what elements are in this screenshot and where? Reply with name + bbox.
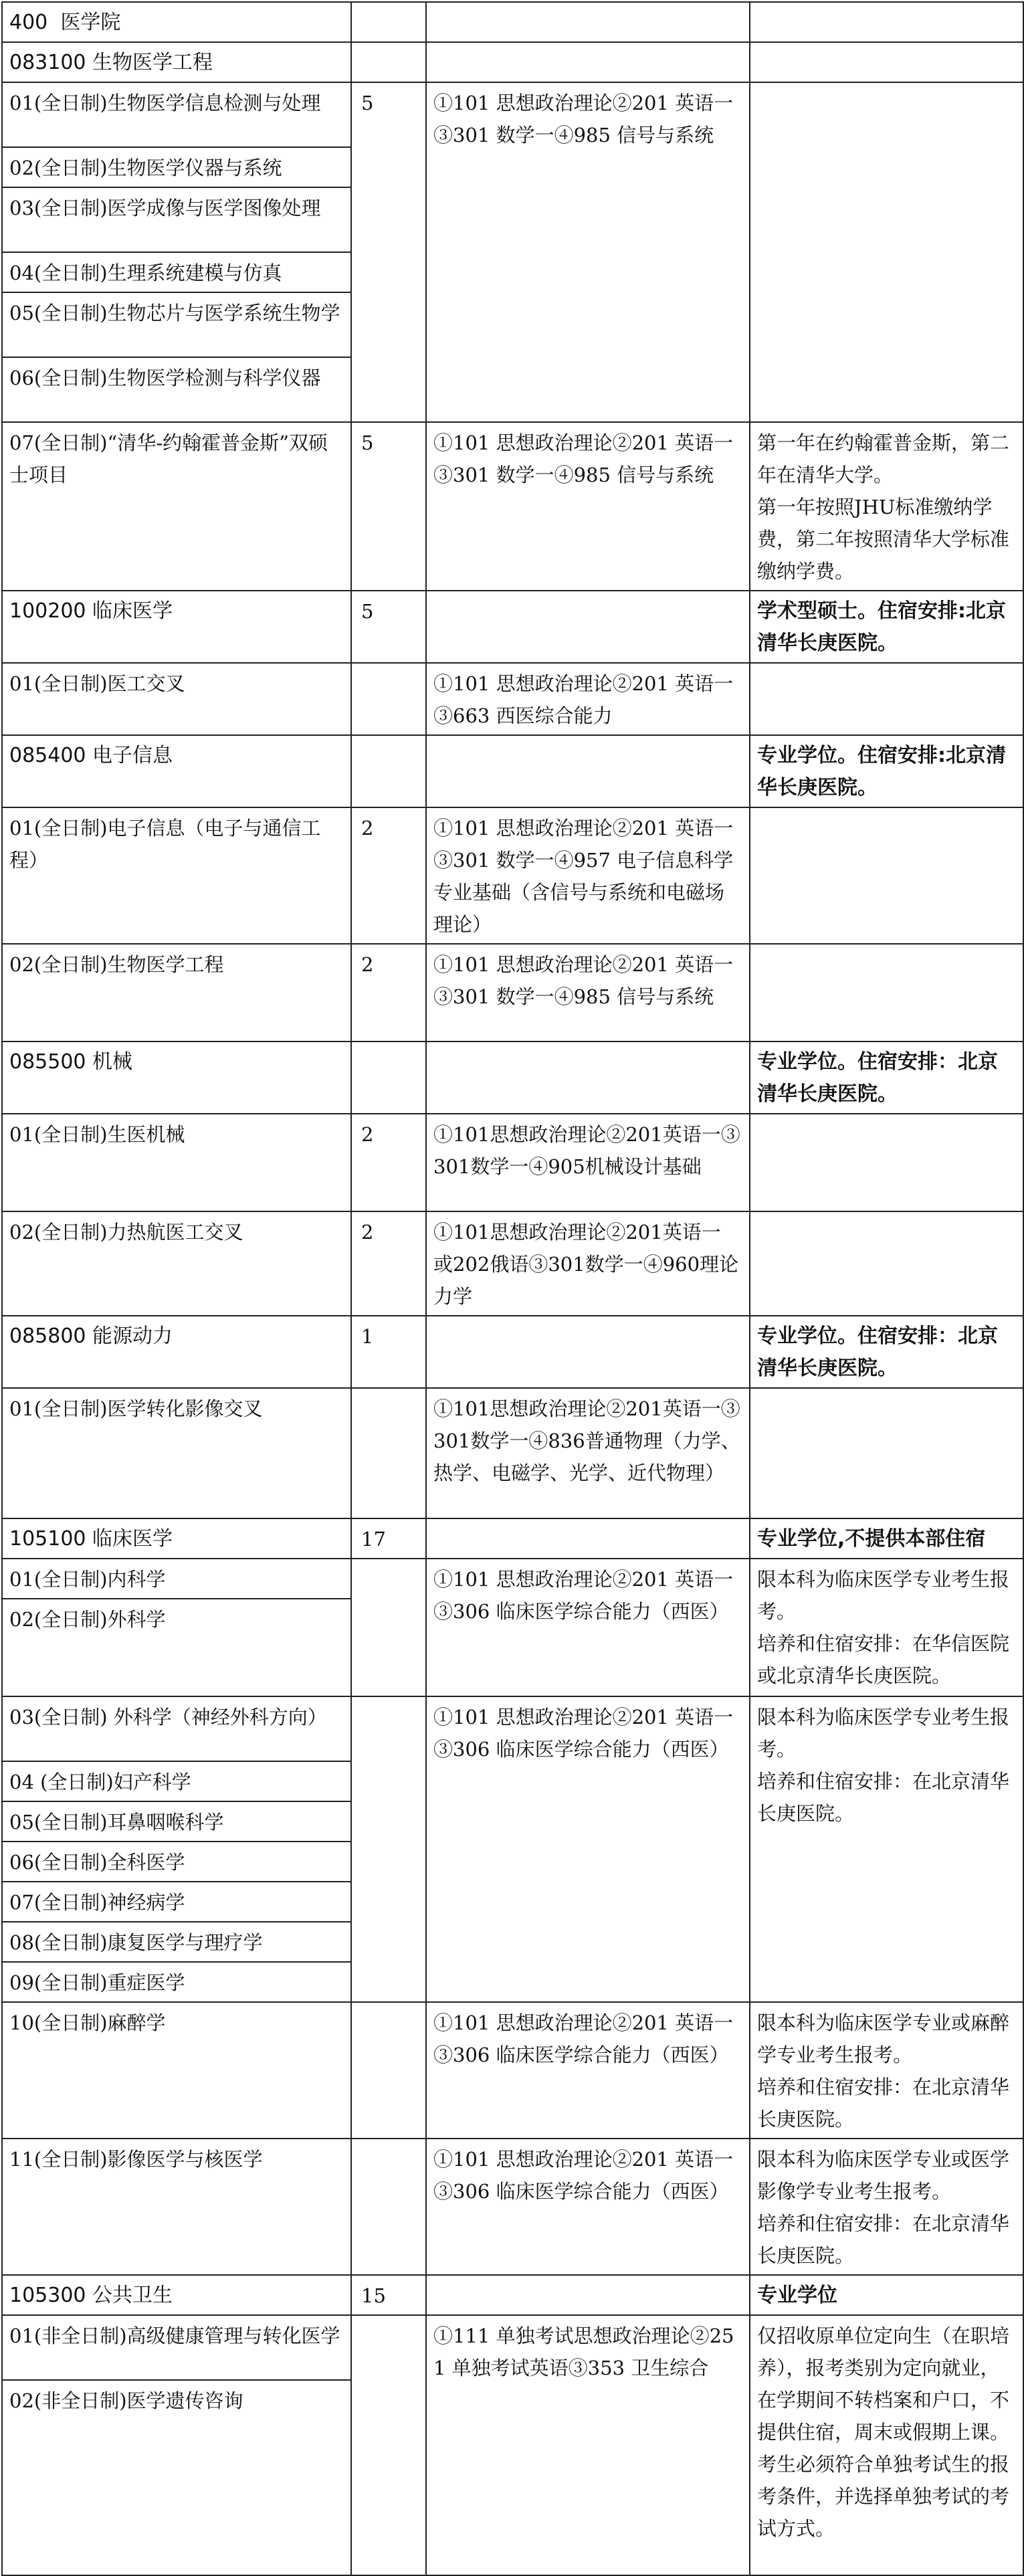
note-cell <box>750 2315 1023 2575</box>
exam-cell <box>426 1316 750 1388</box>
exam-cell: ①101思想政治理论②201英语一 或202俄语③301数学一④960理论力学 <box>426 1211 750 1316</box>
school-name: 医学院 <box>60 11 121 34</box>
quota-cell: 17 <box>351 1518 426 1559</box>
exam-cell <box>426 591 750 663</box>
note-cell <box>750 807 1023 944</box>
quota-cell <box>351 2139 426 2275</box>
note-paragraph: 培养和住宿安排：在北京清华长庚医院。 <box>757 2076 1010 2131</box>
major-row <box>2 42 1023 82</box>
note-paragraph: 考生必须符合单独考试生的报考条件，并选择单独考试的考试方式。 <box>757 2453 1010 2540</box>
note-cell: 学术型硕士。住宿安排:北京清华长庚医院。 <box>750 591 1023 663</box>
note-cell <box>750 82 1023 422</box>
quota-cell <box>351 1696 426 2002</box>
quota-cell <box>351 2315 426 2575</box>
major-title: 085800 能源动力 <box>2 1316 351 1388</box>
direction-cell: 07(全日制)“清华-约翰霍普金斯”双硕士项目 <box>2 422 351 591</box>
direction-cell: 05(全日制)生物芯片与医学系统生物学 <box>2 292 351 357</box>
major-row <box>2 2275 1023 2315</box>
direction-cell: 08(全日制)康复医学与理疗学 <box>2 1922 351 1962</box>
note-cell: 专业学位,不提供本部住宿 <box>750 1518 1023 1559</box>
school-row <box>2 2 1023 42</box>
direction-cell: 01(全日制)电子信息（电子与通信工程） <box>2 807 351 944</box>
quota-cell: 15 <box>351 2275 426 2315</box>
note-cell <box>750 944 1023 1042</box>
admissions-table <box>1 1 1024 2576</box>
note-cell <box>750 1696 1023 2002</box>
exam-cell: ①101 思想政治理论②201 英语一③301 数学一④985 信号与系统 <box>426 422 750 591</box>
note-paragraph: 第一年在约翰霍普金斯，第二年在清华大学。 <box>757 431 1010 486</box>
direction-cell: 01(全日制)内科学 <box>2 1559 351 1599</box>
exam-cell: ①101思想政治理论②201英语一③301数学一④836普通物理（力学、热学、电磁学、光学、近代物理） <box>426 1388 750 1518</box>
quota-cell: 5 <box>351 591 426 663</box>
note-cell: 专业学位。住宿安排:北京清华长庚医院。 <box>750 735 1023 807</box>
exam-cell: ①101 思想政治理论②201 英语一③301 数学一④985 信号与系统 <box>426 82 750 422</box>
major-row <box>2 1518 1023 1559</box>
direction-cell: 06(全日制)生物医学检测与科学仪器 <box>2 357 351 422</box>
direction-cell: 02(非全日制)医学遗传咨询 <box>2 2380 351 2575</box>
note-paragraph: 培养和住宿安排：在北京清华长庚医院。 <box>757 2212 1010 2267</box>
note-cell: 专业学位。住宿安排：北京清华长庚医院。 <box>750 1042 1023 1114</box>
quota-cell <box>351 735 426 807</box>
direction-row <box>2 1211 1023 1316</box>
quota-cell: 5 <box>351 82 426 422</box>
direction-row <box>2 1114 1023 1211</box>
major-row <box>2 1042 1023 1114</box>
quota-cell <box>351 42 426 82</box>
note-cell <box>750 1114 1023 1211</box>
empty-cell <box>750 2 1023 42</box>
direction-cell: 02(全日制)力热航医工交叉 <box>2 1211 351 1316</box>
exam-cell <box>426 2275 750 2315</box>
direction-cell: 11(全日制)影像医学与核医学 <box>2 2139 351 2275</box>
major-title: 083100 生物医学工程 <box>2 42 351 82</box>
direction-cell: 02(全日制)生物医学仪器与系统 <box>2 147 351 187</box>
exam-cell: ①101 思想政治理论②201 英语一③663 西医综合能力 <box>426 663 750 735</box>
exam-cell: ①101 思想政治理论②201 英语一③301 数学一④985 信号与系统 <box>426 944 750 1042</box>
quota-cell: 2 <box>351 1114 426 1211</box>
empty-cell <box>426 2 750 42</box>
direction-cell: 04 (全日制)妇产科学 <box>2 1761 351 1801</box>
direction-cell: 03(全日制) 外科学（神经外科方向） <box>2 1696 351 1761</box>
note-cell <box>750 663 1023 735</box>
direction-cell: 09(全日制)重症医学 <box>2 1962 351 2002</box>
note-cell <box>750 42 1023 82</box>
major-title: 085500 机械 <box>2 1042 351 1114</box>
major-row <box>2 735 1023 807</box>
direction-row <box>2 422 1023 591</box>
quota-cell <box>351 1559 426 1696</box>
quota-cell: 5 <box>351 422 426 591</box>
note-paragraph: 限本科为临床医学专业或医学影像学专业考生报考。 <box>757 2148 1010 2203</box>
direction-cell: 03(全日制)医学成像与医学图像处理 <box>2 187 351 252</box>
note-paragraph: 第一年按照JHU标准缴纳学费，第二年按照清华大学标准缴纳学费。 <box>757 496 1010 583</box>
direction-row <box>2 1696 1023 1761</box>
direction-cell: 01(全日制)医学转化影像交叉 <box>2 1388 351 1518</box>
direction-cell: 01(全日制)医工交叉 <box>2 663 351 735</box>
direction-row <box>2 82 1023 147</box>
exam-cell: ①111 单独考试思想政治理论②251 单独考试英语③353 卫生综合 <box>426 2315 750 2575</box>
direction-cell: 04(全日制)生理系统建模与仿真 <box>2 252 351 292</box>
quota-cell: 2 <box>351 1211 426 1316</box>
exam-cell: ①101 思想政治理论②201 英语一③306 临床医学综合能力（西医） <box>426 1559 750 1696</box>
direction-cell: 01(全日制)生医机械 <box>2 1114 351 1211</box>
direction-cell: 02(全日制)生物医学工程 <box>2 944 351 1042</box>
note-paragraph: 培养和住宿安排：在北京清华长庚医院。 <box>757 1770 1010 1825</box>
direction-row <box>2 2139 1023 2275</box>
direction-row <box>2 2315 1023 2380</box>
note-cell: 专业学位。住宿安排：北京清华长庚医院。 <box>750 1316 1023 1388</box>
note-paragraph: 限本科为临床医学专业考生报考。 <box>757 1706 1010 1761</box>
exam-cell: ①101 思想政治理论②201 英语一③306 临床医学综合能力（西医） <box>426 2139 750 2275</box>
exam-cell <box>426 42 750 82</box>
note-paragraph: 限本科为临床医学专业或麻醉学专业考生报考。 <box>757 2011 1010 2066</box>
exam-cell: ①101思想政治理论②201英语一③301数学一④905机械设计基础 <box>426 1114 750 1211</box>
school-code: 400 <box>9 11 48 34</box>
quota-cell <box>351 2002 426 2139</box>
direction-row <box>2 1388 1023 1518</box>
major-row <box>2 591 1023 663</box>
direction-cell: 05(全日制)耳鼻咽喉科学 <box>2 1801 351 1842</box>
note-cell <box>750 1559 1023 1696</box>
exam-cell <box>426 1042 750 1114</box>
note-paragraph: 限本科为临床医学专业考生报考。 <box>757 1568 1010 1623</box>
note-cell <box>750 2002 1023 2139</box>
quota-cell <box>351 663 426 735</box>
direction-cell: 06(全日制)全科医学 <box>2 1842 351 1882</box>
school-title <box>2 2 351 42</box>
exam-cell: ①101 思想政治理论②201 英语一③306 临床医学综合能力（西医） <box>426 2002 750 2139</box>
major-title: 105300 公共卫生 <box>2 2275 351 2315</box>
major-row <box>2 1316 1023 1388</box>
quota-cell: 2 <box>351 944 426 1042</box>
note-cell <box>750 1211 1023 1316</box>
direction-cell: 07(全日制)神经病学 <box>2 1882 351 1922</box>
direction-cell: 01(非全日制)高级健康管理与转化医学 <box>2 2315 351 2380</box>
note-paragraph: 培养和住宿安排：在华信医院或北京清华长庚医院。 <box>757 1632 1010 1687</box>
exam-cell: ①101 思想政治理论②201 英语一③306 临床医学综合能力（西医） <box>426 1696 750 2002</box>
major-title: 105100 临床医学 <box>2 1518 351 1559</box>
direction-row <box>2 2002 1023 2139</box>
direction-row <box>2 807 1023 944</box>
exam-cell: ①101 思想政治理论②201 英语一③301 数学一④957 电子信息科学专业基础（含信号与系统和电磁场理论） <box>426 807 750 944</box>
direction-row <box>2 663 1023 735</box>
exam-cell <box>426 1518 750 1559</box>
quota-cell: 1 <box>351 1316 426 1388</box>
quota-cell <box>351 1042 426 1114</box>
major-title: 085400 电子信息 <box>2 735 351 807</box>
quota-cell: 2 <box>351 807 426 944</box>
direction-cell: 10(全日制)麻醉学 <box>2 2002 351 2139</box>
direction-row <box>2 944 1023 1042</box>
note-cell <box>750 1388 1023 1518</box>
direction-cell: 01(全日制)生物医学信息检测与处理 <box>2 82 351 147</box>
quota-cell <box>351 1388 426 1518</box>
note-paragraph: 仅招收原单位定向生（在职培养），报考类别为定向就业，在学期间不转档案和户口，不提供住宿，周末或假期上课。 <box>757 2324 1010 2444</box>
empty-cell <box>351 2 426 42</box>
note-cell <box>750 2139 1023 2275</box>
note-cell <box>750 422 1023 591</box>
direction-cell: 02(全日制)外科学 <box>2 1599 351 1696</box>
note-cell: 专业学位 <box>750 2275 1023 2315</box>
direction-row <box>2 1559 1023 1599</box>
major-title: 100200 临床医学 <box>2 591 351 663</box>
exam-cell <box>426 735 750 807</box>
